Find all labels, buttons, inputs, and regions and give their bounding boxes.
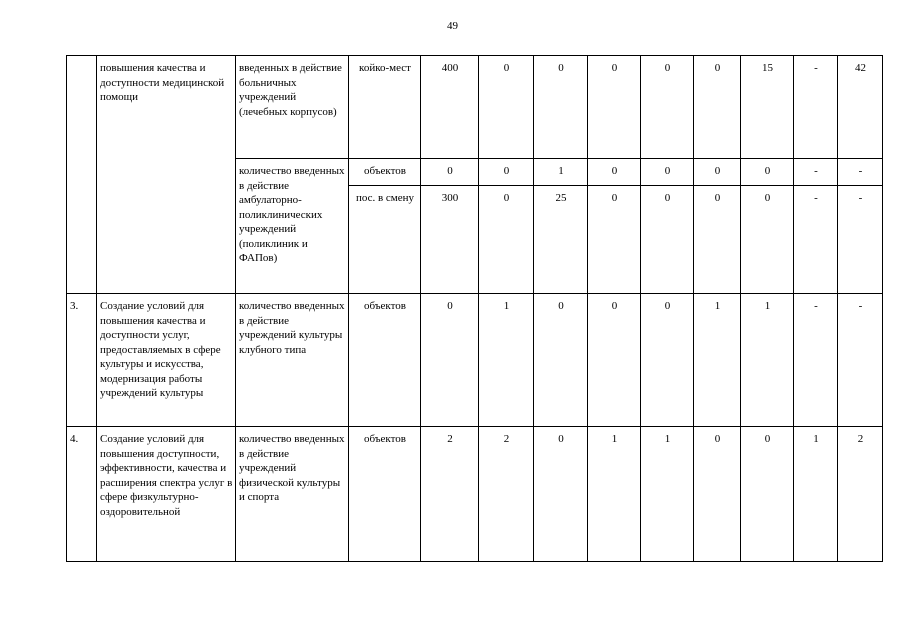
- table-row: [67, 56, 883, 159]
- value-cell: 0: [641, 186, 694, 294]
- value-cell: 0: [534, 294, 588, 427]
- unit-cell: пос. в смену: [349, 186, 421, 294]
- value-cell: 25: [534, 186, 588, 294]
- indicator-cell: количество введенных в действие учреждений культуры клубного типа: [236, 294, 349, 427]
- value-cell: 0: [479, 56, 534, 159]
- value-cell: 42: [838, 56, 883, 159]
- value-cell: 1: [534, 159, 588, 186]
- value-cell: 0: [694, 159, 741, 186]
- task-cell: Создание условий для повышения доступности, эффективности, качества и расширения спектра услуг в сфере физкультурно-оздоровительной: [97, 427, 236, 562]
- value-cell: 0: [479, 186, 534, 294]
- unit-cell: койко-мест: [349, 56, 421, 159]
- indicator-cell: количество введенных в действие учреждений физической культуры и спорта: [236, 427, 349, 562]
- value-cell: 400: [421, 56, 479, 159]
- indicator-cell: введенных в действие больничных учреждений (лечебных корпусов): [236, 56, 349, 159]
- value-cell: 0: [741, 159, 794, 186]
- row-index: [67, 56, 97, 294]
- value-cell: 0: [641, 294, 694, 427]
- value-cell: 1: [794, 427, 838, 562]
- unit-cell: объектов: [349, 427, 421, 562]
- value-cell: 2: [479, 427, 534, 562]
- value-cell: -: [838, 186, 883, 294]
- table-row: [67, 294, 883, 427]
- value-cell: 0: [534, 56, 588, 159]
- value-cell: -: [838, 159, 883, 186]
- value-cell: 0: [479, 159, 534, 186]
- value-cell: 0: [641, 159, 694, 186]
- value-cell: 0: [421, 159, 479, 186]
- value-cell: -: [794, 186, 838, 294]
- value-cell: 0: [694, 186, 741, 294]
- row-index: 4.: [67, 427, 97, 562]
- value-cell: 0: [588, 159, 641, 186]
- value-cell: 1: [741, 294, 794, 427]
- value-cell: 0: [421, 294, 479, 427]
- value-cell: 0: [534, 427, 588, 562]
- unit-cell: объектов: [349, 294, 421, 427]
- unit-cell: объектов: [349, 159, 421, 186]
- value-cell: 2: [421, 427, 479, 562]
- value-cell: -: [794, 56, 838, 159]
- task-cell: повышения качества и доступности медицинской помощи: [97, 56, 236, 294]
- task-cell: Создание условий для повышения качества и доступности услуг, предоставляемых в сфере культуры и искусства, модернизация работы учреждений культуры: [97, 294, 236, 427]
- value-cell: 0: [588, 186, 641, 294]
- value-cell: 0: [741, 186, 794, 294]
- value-cell: 0: [741, 427, 794, 562]
- value-cell: 0: [588, 294, 641, 427]
- value-cell: 1: [588, 427, 641, 562]
- value-cell: 2: [838, 427, 883, 562]
- row-index: 3.: [67, 294, 97, 427]
- table-row: [67, 427, 883, 562]
- value-cell: 0: [694, 56, 741, 159]
- indicators-table: [66, 55, 883, 562]
- page-number: 49: [447, 20, 458, 32]
- value-cell: 1: [479, 294, 534, 427]
- value-cell: -: [794, 294, 838, 427]
- value-cell: -: [794, 159, 838, 186]
- value-cell: 300: [421, 186, 479, 294]
- value-cell: -: [838, 294, 883, 427]
- value-cell: 0: [588, 56, 641, 159]
- value-cell: 0: [641, 56, 694, 159]
- value-cell: 15: [741, 56, 794, 159]
- value-cell: 0: [694, 427, 741, 562]
- value-cell: 1: [694, 294, 741, 427]
- value-cell: 1: [641, 427, 694, 562]
- indicator-cell: количество введенных в действие амбулаторно-поликлинических учреждений (поликлиник и ФАПов): [236, 159, 349, 294]
